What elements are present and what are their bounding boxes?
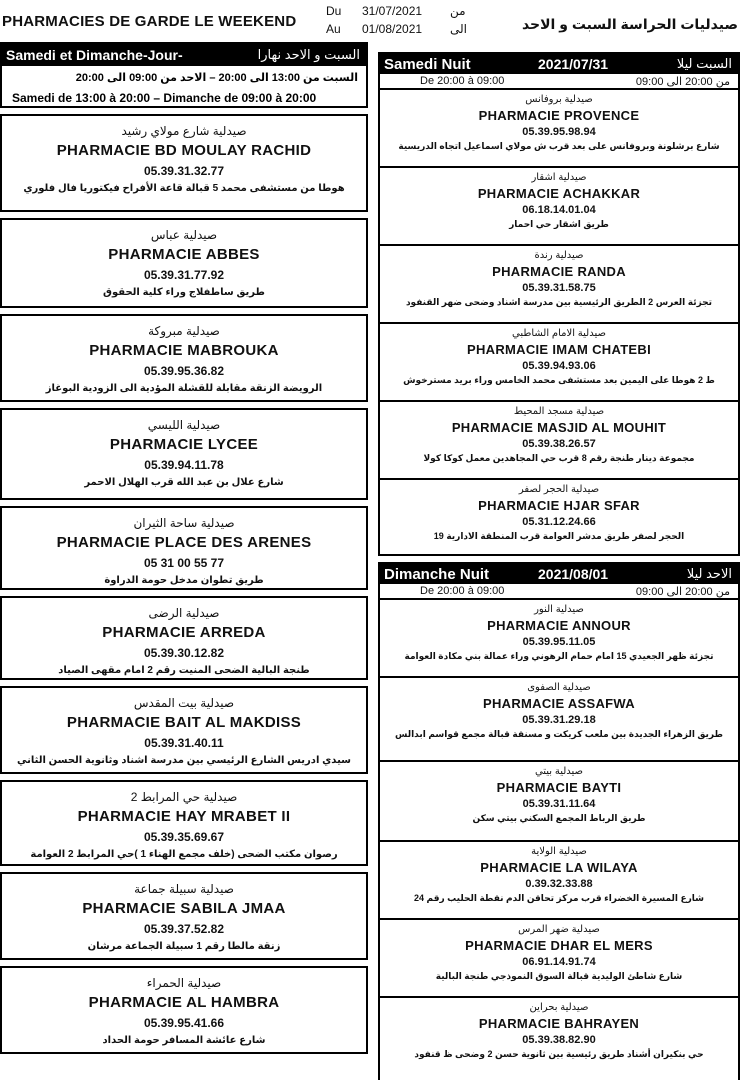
pharmacy-name-fr: PHARMACIE BD MOULAY RACHID xyxy=(56,142,312,159)
pharmacy-name-fr: PHARMACIE HAY MRABET II xyxy=(77,808,291,825)
au-label: Au xyxy=(326,22,341,36)
pharmacy-address: الرويضة الزنقة مقابلة للقشلة المؤدية الى الزودية البوغاز xyxy=(45,383,323,394)
pharmacy-name-ar: صيدلية اشقار xyxy=(531,172,587,183)
pharmacy-name-fr: PHARMACIE AL HAMBRA xyxy=(88,994,280,1011)
pharmacy-address: تجزئة العرس 2 الطريق الرئيسية بين مدرسة اشناد وضحى ضهر القنفود xyxy=(405,297,713,307)
pharmacy-name-ar: صيدلية الصفوى xyxy=(527,682,591,693)
pharmacy-name-ar: صيدلية ساحة الثيران xyxy=(133,516,235,530)
pharmacy-card xyxy=(0,114,368,212)
pharmacy-address: طريق ساطفلاج وراء كلية الحقوق xyxy=(103,287,265,298)
pharmacy-name-fr: PHARMACIE RANDA xyxy=(492,264,626,279)
au-date: 01/08/2021 xyxy=(362,22,423,36)
sat-date: 2021/07/31 xyxy=(538,56,609,72)
pharmacy-card xyxy=(378,246,740,324)
pharmacy-phone: 05.39.95.41.66 xyxy=(143,1016,225,1030)
pharmacy-phone: 05.39.95.36.82 xyxy=(143,364,225,378)
pharmacy-card xyxy=(0,218,368,308)
pharmacy-address: شارع المسيرة الخضراء قرب مركز تحاقن الدم نقطة الحليب رقم 24 xyxy=(414,893,704,903)
pharmacy-name-fr: PHARMACIE SABILA JMAA xyxy=(82,900,286,917)
pharmacy-phone: 05 31 00 55 77 xyxy=(143,556,225,570)
pharmacy-address: الحجر لصفر طريق مدشر العوامة قرب المنطقة الادارية 19 xyxy=(433,531,685,541)
pharmacy-name-ar: صيدلية الحمراء xyxy=(146,976,222,990)
sun-hours-ar: من 20:00 الى 09:00 xyxy=(635,586,730,598)
pharmacy-name-ar: صيدلية الليسي xyxy=(147,418,221,432)
pharmacy-phone: 05.39.30.12.82 xyxy=(143,646,225,660)
pharmacy-address: طريق اشقار حي احمار xyxy=(509,219,609,229)
pharmacy-phone: 05.39.35.69.67 xyxy=(143,830,225,844)
pharmacy-card xyxy=(378,920,740,998)
sat-hours-fr: De 20:00 à 09:00 xyxy=(420,75,505,87)
pharmacy-card xyxy=(0,596,368,680)
pharmacy-phone: 05.39.94.11.78 xyxy=(144,458,224,472)
pharmacy-name-ar: صيدلية النور xyxy=(534,604,584,615)
pharmacy-card xyxy=(0,314,368,402)
pharmacy-phone: 05.39.31.32.77 xyxy=(143,164,225,178)
pharmacy-address: طنجة البالية الضحى المنيت رقم 2 امام مقهى الصياد xyxy=(58,665,310,676)
page-title-arabic: صيدليات الحراسة السبت و الاحد xyxy=(521,16,738,32)
night-column xyxy=(378,52,740,1080)
pharmacy-name-fr: PHARMACIE LYCEE xyxy=(109,436,259,453)
pharmacy-card xyxy=(378,600,740,678)
pharmacy-name-ar: صيدلية سبيلة جماعة xyxy=(134,882,234,896)
day-hours-ar: السبت من 13:00 الى 20:00 – الاحد من 09:00 الى 20:00 xyxy=(75,72,358,84)
pharmacy-name-ar: صيدلية الحجر لصفر xyxy=(518,484,600,495)
pharmacy-address: رصوان مكتب الضحى (خلف مجمع الهناء 1 )حي المرابط 2 العوامة xyxy=(30,849,338,860)
pharmacy-address: مجموعة دينار طنجة رقم 8 قرب حي المجاهدين معمل كوكا كولا xyxy=(423,453,695,463)
pharmacy-phone: 05.39.38.26.57 xyxy=(522,438,596,450)
sat-heading-ar: السبت ليلا xyxy=(676,56,732,71)
pharmacy-address: طريق الرباط المجمع السكني بيتي سكن xyxy=(472,813,646,823)
du-date: 31/07/2021 xyxy=(362,4,423,18)
pharmacy-name-ar: صيدلية مسجد المحيط xyxy=(513,406,605,417)
pharmacy-address: زنقة مالطا رقم 1 سبيلة الجماعة مرشان xyxy=(87,941,281,952)
pharmacy-address: شارع برشلونة وبروفانس على بعد قرب ش مولاي اسماعيل اتجاه الدريسية xyxy=(398,141,720,151)
day-column xyxy=(0,42,368,1054)
pharmacy-address: حي بنكيران أشناد طريق رئيسية بين ثانوية حسن 2 وضحى ظ قنفود xyxy=(414,1049,704,1059)
pharmacy-name-fr: PHARMACIE PROVENCE xyxy=(478,108,640,123)
pharmacy-name-ar: صيدلية الامام الشاطبي xyxy=(512,328,606,339)
pharmacy-name-ar: صيدلية بيت المقدس xyxy=(133,696,235,710)
pharmacy-name-fr: PHARMACIE DHAR EL MERS xyxy=(465,938,653,953)
pharmacy-name-fr: PHARMACIE MASJID AL MOUHIT xyxy=(451,420,667,435)
pharmacy-phone: 05.39.31.29.18 xyxy=(522,714,596,726)
pharmacy-address: شارع شاطئ الوليدية قبالة السوق النموذجي طنجة البالية xyxy=(435,971,683,981)
pharmacy-phone: 05.39.94.93.06 xyxy=(522,360,596,372)
pharmacy-name-fr: PHARMACIE PLACE DES ARENES xyxy=(56,534,312,551)
pharmacy-name-ar: صيدلية مبروكة xyxy=(148,324,220,338)
pharmacy-card xyxy=(378,762,740,842)
pharmacy-name-ar: صيدلية الرضى xyxy=(148,606,220,620)
pharmacy-card xyxy=(378,842,740,920)
pharmacy-name-ar: صيدلية حي المرابط 2 xyxy=(130,790,238,804)
pharmacy-card xyxy=(0,686,368,774)
pharmacy-address: هوطا من مستشفى محمد 5 قبالة قاعة الأفراح فيكتوريا فال فلوري xyxy=(23,183,345,194)
pharmacy-name-ar: صيدلية الولاية xyxy=(531,846,587,857)
day-heading-ar: السبت و الاحد نهارا xyxy=(257,47,360,62)
pharmacy-name-ar: صيدلية عباس xyxy=(150,228,218,242)
pharmacy-phone: 05.39.31.11.64 xyxy=(522,798,596,810)
pharmacy-phone: 05.39.95.98.94 xyxy=(522,126,596,138)
sun-date: 2021/08/01 xyxy=(538,566,609,582)
pharmacy-address: طريق الزهراء الجديدة بين ملعب كريكت و مسنقة قبالة مجمع قواسم ابدالس xyxy=(394,729,724,739)
sun-heading-fr: Dimanche Nuit xyxy=(384,566,490,583)
pharmacy-address: سيدي ادريس الشارع الرئيسي بين مدرسة اشناد وثانوية الحسن الثاني xyxy=(16,755,352,766)
sat-heading-fr: Samedi Nuit xyxy=(384,56,471,73)
day-heading-fr: Samedi et Dimanche-Jour- xyxy=(6,47,183,63)
pharmacy-name-fr: PHARMACIE BAHRAYEN xyxy=(478,1016,640,1031)
pharmacy-phone: 0.39.32.33.88 xyxy=(525,878,593,890)
pharmacy-name-fr: PHARMACIE LA WILAYA xyxy=(480,860,638,875)
date-range xyxy=(320,4,470,40)
pharmacy-name-fr: PHARMACIE BAYTI xyxy=(496,780,622,795)
sunday-night-header xyxy=(378,562,740,600)
pharmacy-card xyxy=(378,324,740,402)
pharmacy-name-ar: صيدلية رندة xyxy=(534,250,584,261)
pharmacy-card xyxy=(378,998,740,1080)
pharmacy-card xyxy=(378,678,740,762)
page-title: PHARMACIES DE GARDE LE WEEKEND xyxy=(2,13,297,30)
pharmacy-card xyxy=(378,402,740,480)
day-section-header xyxy=(0,42,368,108)
au-ar-label: الى xyxy=(450,22,467,36)
pharmacy-phone: 05.39.38.82.90 xyxy=(522,1034,596,1046)
pharmacy-phone: 05.31.12.24.66 xyxy=(522,516,596,528)
pharmacy-name-fr: PHARMACIE ACHAKKAR xyxy=(477,186,641,201)
pharmacy-card xyxy=(378,480,740,556)
pharmacy-phone: 06.18.14.01.04 xyxy=(522,204,596,216)
pharmacy-name-fr: PHARMACIE ASSAFWA xyxy=(483,696,635,711)
pharmacy-address: ط 2 هوطا على اليمين بعد مستشفى محمد الخامس وراء بريد مسترخوش xyxy=(403,375,715,385)
pharmacy-name-ar: صيدلية بحراين xyxy=(529,1002,589,1013)
pharmacy-name-fr: PHARMACIE ABBES xyxy=(108,246,260,263)
sun-hours-fr: De 20:00 à 09:00 xyxy=(420,585,505,597)
sun-heading-ar: الاحد ليلا xyxy=(686,566,732,581)
pharmacy-address: تجزئة ظهر الجعيدي 15 امام حمام الرهوني وراء عمالة بني مكادة العوامة xyxy=(404,651,714,661)
day-hours-fr: Samedi de 13:00 à 20:00 – Dimanche de 09:00 à 20:00 xyxy=(12,91,317,105)
pharmacy-name-fr: PHARMACIE ARREDA xyxy=(102,624,266,641)
pharmacy-card xyxy=(0,780,368,866)
pharmacy-name-ar: صيدلية ضهر المرس xyxy=(518,924,600,935)
du-label: Du xyxy=(326,4,342,18)
sat-hours-ar: من 20:00 الى 09:00 xyxy=(635,76,730,88)
pharmacy-card xyxy=(378,90,740,168)
pharmacy-name-fr: PHARMACIE IMAM CHATEBI xyxy=(466,342,652,357)
pharmacy-name-ar: صيدلية شارع مولاي رشيد xyxy=(121,124,247,138)
pharmacy-name-ar: صيدلية بيتي xyxy=(534,766,584,777)
pharmacy-card xyxy=(0,966,368,1054)
page-header xyxy=(0,0,744,44)
pharmacy-phone: 06.91.14.91.74 xyxy=(522,956,596,968)
pharmacy-address: طريق تطوان مدخل حومة الدراوة xyxy=(104,575,264,586)
pharmacy-phone: 05.39.95.11.05 xyxy=(522,636,596,648)
pharmacy-phone: 05.39.31.58.75 xyxy=(522,282,596,294)
saturday-night-header xyxy=(378,52,740,90)
pharmacy-card xyxy=(0,872,368,960)
pharmacy-address: شارع علال بن عبد الله قرب الهلال الاحمر xyxy=(84,477,284,488)
pharmacy-name-ar: صيدلية بروفانس xyxy=(525,94,593,105)
pharmacy-name-fr: PHARMACIE BAIT AL MAKDISS xyxy=(66,714,302,731)
pharmacy-phone: 05.39.37.52.82 xyxy=(143,922,225,936)
pharmacy-address: شارع عائشة المسافر حومة الحداد xyxy=(102,1035,266,1046)
du-ar-label: من xyxy=(450,4,466,18)
pharmacy-name-fr: PHARMACIE HJAR SFAR xyxy=(478,498,640,513)
pharmacy-phone: 05.39.31.77.92 xyxy=(143,268,225,282)
pharmacy-card xyxy=(378,168,740,246)
pharmacy-name-fr: PHARMACIE MABROUKA xyxy=(89,342,279,359)
pharmacy-card xyxy=(0,506,368,590)
pharmacy-name-fr: PHARMACIE ANNOUR xyxy=(487,618,631,633)
pharmacy-phone: 05.39.31.40.11 xyxy=(144,736,224,750)
pharmacy-card xyxy=(0,408,368,500)
